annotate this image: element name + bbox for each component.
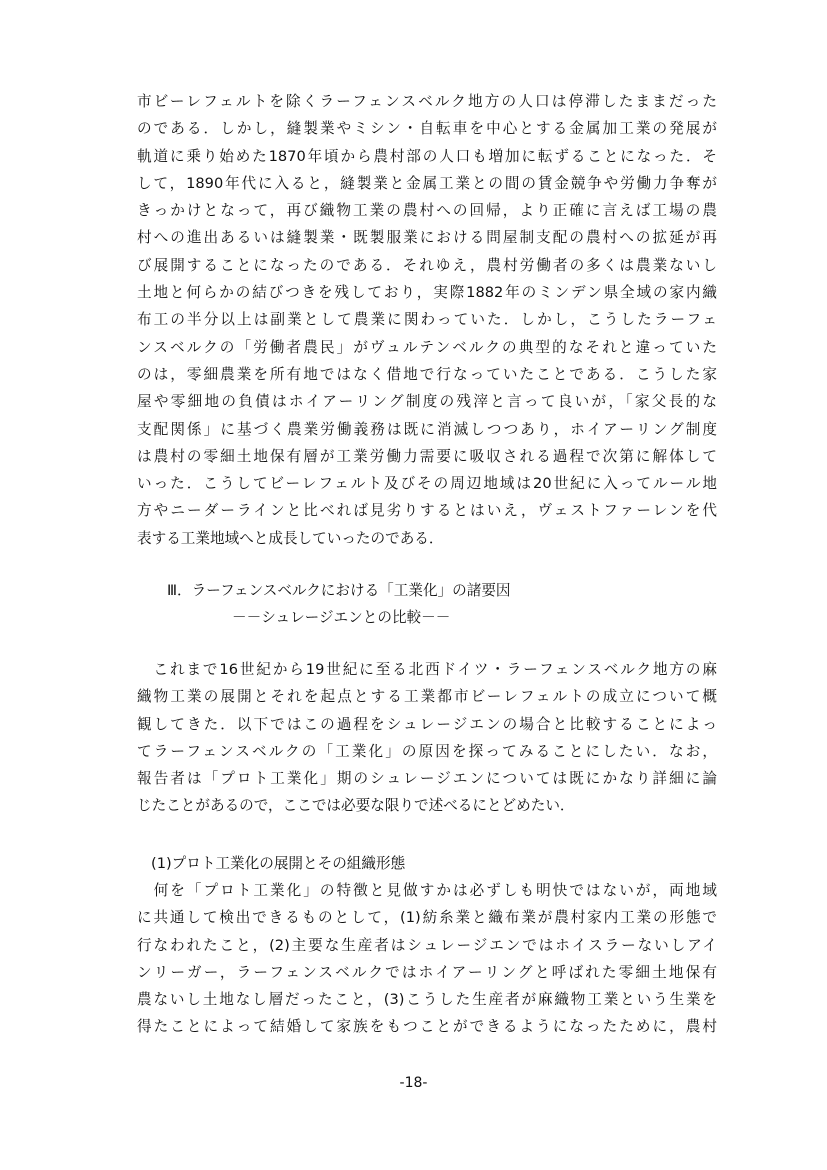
text-line: 軌道に乗り始めた1870年頃から農村部の人口も増加に転ずることになった．そ xyxy=(137,147,717,165)
text-line: ンスベルクの「労働者農民」がヴュルテンベルクの典型的なそれと違っていた xyxy=(137,338,717,356)
text-line: び展開することになったのである．それゆえ，農村労働者の多くは農業ないし xyxy=(137,256,717,274)
text-line: 市ビーレフェルトを除くラーフェンスベルク地方の人口は停滞したままだった xyxy=(137,93,717,110)
text-line: 観してきた．以下ではこの過程をシュレージエンの場合と比較することによっ xyxy=(137,715,717,733)
text-line: 織物工業の展開とそれを起点とする工業都市ビーレフェルトの成立について概 xyxy=(137,688,717,706)
text-line: 報告者は「プロト工業化」期のシュレージエンについては既にかなり詳細に論 xyxy=(137,770,717,788)
text-line: ンリーガー，ラーフェンスベルクではホイアーリングと呼ばれた零細土地保有 xyxy=(137,963,717,981)
subsection-heading: (1)プロト工業化の展開とその組織形態 xyxy=(151,855,406,872)
text-line: のは，零細農業を所有地ではなく借地で行なっていたことである．こうした家 xyxy=(137,365,717,383)
text-line: 何を「プロト工業化」の特徴と見做すかは必ずしも明快ではないが，両地域 xyxy=(137,882,717,899)
text-line: は農村の零細土地保有層が工業労働力需要に吸収される過程で次第に解体して xyxy=(137,447,717,465)
section-subtitle: －－シュレージエンとの比較－－ xyxy=(232,609,451,626)
text-line: 得たことによって結婚して家族をもつことができるようになったために，農村 xyxy=(137,1018,717,1036)
text-line: 屋や零細地の負債はホイアーリング制度の残滓と言って良いが，「家父長的な xyxy=(137,393,717,411)
text-line: これまで16世紀から19世紀に至る北西ドイツ・ラーフェンスベルク地方の麻 xyxy=(137,661,717,678)
text-line: いった．こうしてビーレフェルト及びその周辺地域は20世紀に入ってルール地 xyxy=(137,475,717,493)
text-line: に共通して検出できるものとして，(1)紡糸業と織布業が農村家内工業の形態で xyxy=(137,909,717,927)
section-title: Ⅲ．ラーフェンスベルクにおける「工業化」の諸要因 xyxy=(167,582,511,599)
text-line: 支配関係」に基づく農業労働義務は既に消滅しつつあり，ホイアーリング制度 xyxy=(137,420,717,438)
text-line: して，1890年代に入ると，縫製業と金属工業との間の賃金競争や労働力争奪が xyxy=(137,174,717,192)
text-line: てラーフェンスベルクの「工業化」の原因を探ってみることにしたい．なお， xyxy=(137,742,717,760)
text-line: 農ないし土地なし層だったこと，(3)こうした生産者が麻織物工業という生業を xyxy=(137,991,717,1009)
text-line: 方やニーダーラインと比べれば見劣りするとはいえ，ヴェストファーレンを代 xyxy=(137,502,717,520)
text-line: きっかけとなって，再び織物工業の農村への回帰，より正確に言えば工場の農 xyxy=(137,202,717,220)
text-line: 村への進出あるいは縫製業・既製服業における問屋制支配の農村への拡延が再 xyxy=(137,229,717,247)
text-line: 布工の半分以上は副業として農業に関わっていた．しかし，こうしたラーフェ xyxy=(137,311,717,329)
paragraph-1 xyxy=(137,88,717,552)
text-line: 土地と何らかの結びつきを残しており，実際1882年のミンデン県全域の家内織 xyxy=(137,284,717,302)
text-line: じたことがあるので，ここでは必要な限りで述べるにとどめたい． xyxy=(137,797,575,815)
text-line: 行なわれたこと，(2)主要な生産者はシュレージエンではホイスラーないしアイ xyxy=(137,936,717,954)
text-line: 表する工業地域へと成長していったのである． xyxy=(137,529,444,547)
text-line: のである．しかし，縫製業やミシン・自転車を中心とする金属加工業の発展が xyxy=(137,120,717,138)
paragraph-3 xyxy=(137,877,717,1041)
page-number: -18- xyxy=(399,1075,428,1091)
paragraph-2 xyxy=(137,656,717,820)
